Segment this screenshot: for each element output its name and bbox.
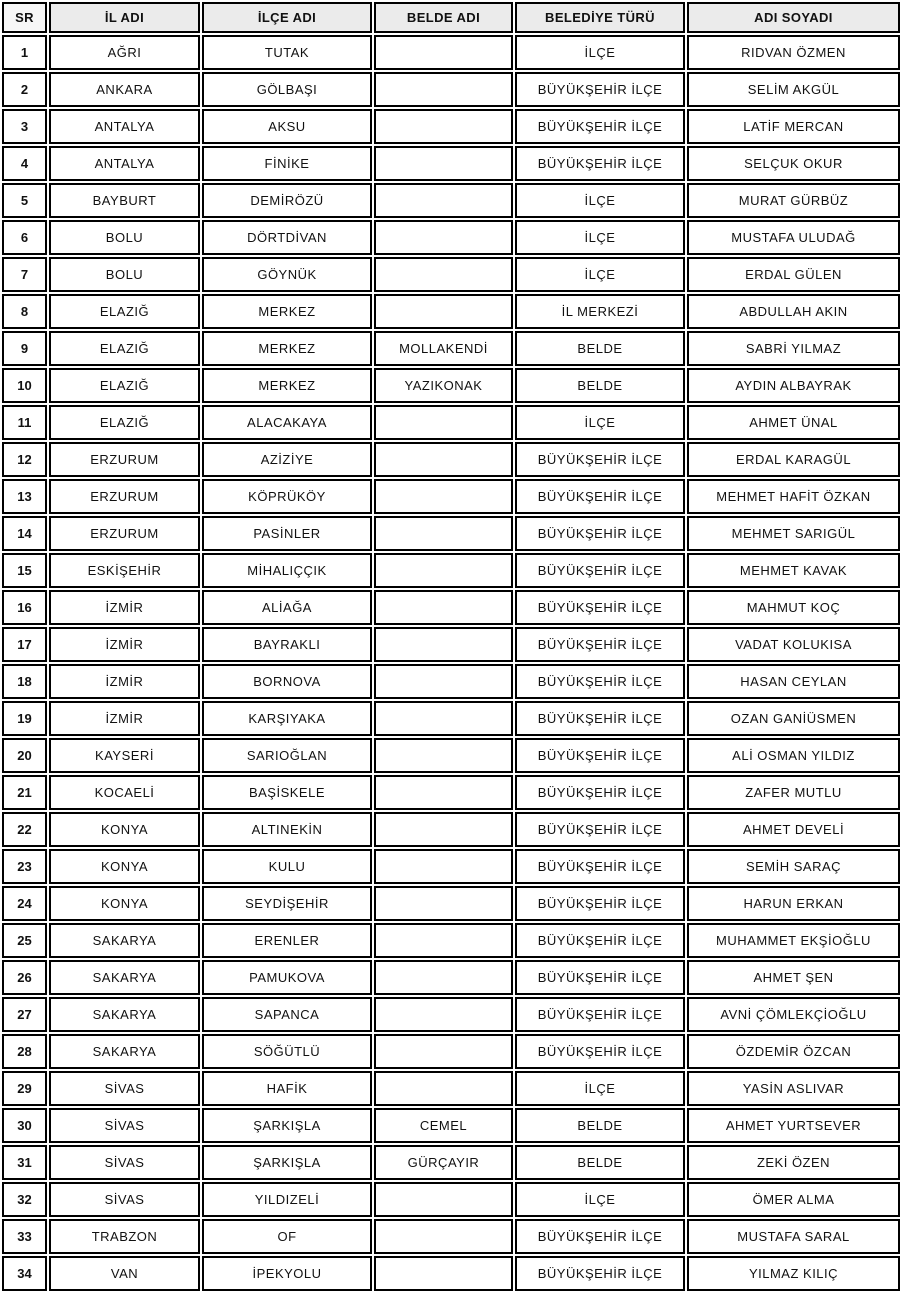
cell-ilce: KULU xyxy=(202,849,372,884)
cell-ilce: İPEKYOLU xyxy=(202,1256,372,1291)
cell-belde xyxy=(374,183,513,218)
cell-ilce: SEYDİŞEHİR xyxy=(202,886,372,921)
cell-il: ESKİŞEHİR xyxy=(49,553,200,588)
cell-ad: AHMET DEVELİ xyxy=(687,812,900,847)
cell-tur: BELDE xyxy=(515,368,685,403)
column-header-belde: BELDE ADI xyxy=(374,2,513,33)
table-row xyxy=(2,294,900,329)
cell-ilce: DEMİRÖZÜ xyxy=(202,183,372,218)
cell-il: BOLU xyxy=(49,257,200,292)
cell-sr: 5 xyxy=(2,183,47,218)
cell-ad: YASİN ASLIVAR xyxy=(687,1071,900,1106)
cell-tur: İLÇE xyxy=(515,35,685,70)
table-body xyxy=(2,35,900,1291)
table-row xyxy=(2,442,900,477)
cell-belde xyxy=(374,35,513,70)
cell-il: ANTALYA xyxy=(49,146,200,181)
cell-ad: AVNİ ÇÖMLEKÇİOĞLU xyxy=(687,997,900,1032)
cell-belde xyxy=(374,775,513,810)
column-header-sr: SR xyxy=(2,2,47,33)
cell-il: ELAZIĞ xyxy=(49,331,200,366)
cell-tur: İLÇE xyxy=(515,1071,685,1106)
cell-tur: BELDE xyxy=(515,331,685,366)
cell-sr: 22 xyxy=(2,812,47,847)
table-row xyxy=(2,146,900,181)
cell-ad: MEHMET KAVAK xyxy=(687,553,900,588)
cell-sr: 33 xyxy=(2,1219,47,1254)
cell-belde xyxy=(374,1034,513,1069)
cell-il: ANTALYA xyxy=(49,109,200,144)
cell-ad: SEMİH SARAÇ xyxy=(687,849,900,884)
cell-belde xyxy=(374,812,513,847)
cell-ilce: SAPANCA xyxy=(202,997,372,1032)
cell-ilce: OF xyxy=(202,1219,372,1254)
cell-tur: BÜYÜKŞEHİR İLÇE xyxy=(515,627,685,662)
table-header xyxy=(2,2,900,33)
table-row xyxy=(2,72,900,107)
cell-ilce: MİHALIÇÇIK xyxy=(202,553,372,588)
cell-il: SİVAS xyxy=(49,1071,200,1106)
cell-ad: ALİ OSMAN YILDIZ xyxy=(687,738,900,773)
cell-belde xyxy=(374,960,513,995)
cell-belde xyxy=(374,997,513,1032)
cell-belde xyxy=(374,1182,513,1217)
cell-ad: ABDULLAH AKIN xyxy=(687,294,900,329)
cell-sr: 15 xyxy=(2,553,47,588)
cell-sr: 8 xyxy=(2,294,47,329)
cell-tur: BÜYÜKŞEHİR İLÇE xyxy=(515,516,685,551)
cell-belde xyxy=(374,294,513,329)
cell-tur: BÜYÜKŞEHİR İLÇE xyxy=(515,109,685,144)
cell-belde xyxy=(374,1219,513,1254)
cell-ad: MAHMUT KOÇ xyxy=(687,590,900,625)
cell-belde xyxy=(374,220,513,255)
cell-ilce: AKSU xyxy=(202,109,372,144)
cell-ad: MEHMET HAFİT ÖZKAN xyxy=(687,479,900,514)
cell-belde xyxy=(374,442,513,477)
cell-ilce: AZİZİYE xyxy=(202,442,372,477)
column-header-ilce: İLÇE ADI xyxy=(202,2,372,33)
cell-tur: BÜYÜKŞEHİR İLÇE xyxy=(515,886,685,921)
cell-il: KONYA xyxy=(49,812,200,847)
table-row xyxy=(2,35,900,70)
table-row xyxy=(2,1108,900,1143)
cell-tur: BÜYÜKŞEHİR İLÇE xyxy=(515,997,685,1032)
header-row xyxy=(2,2,900,33)
table-row xyxy=(2,1256,900,1291)
cell-ilce: PAMUKOVA xyxy=(202,960,372,995)
cell-il: SİVAS xyxy=(49,1108,200,1143)
cell-ad: LATİF MERCAN xyxy=(687,109,900,144)
cell-sr: 23 xyxy=(2,849,47,884)
cell-tur: BÜYÜKŞEHİR İLÇE xyxy=(515,1256,685,1291)
cell-ilce: GÖLBAŞI xyxy=(202,72,372,107)
cell-ilce: FİNİKE xyxy=(202,146,372,181)
table-row xyxy=(2,405,900,440)
cell-ad: MUHAMMET EKŞİOĞLU xyxy=(687,923,900,958)
cell-belde xyxy=(374,516,513,551)
cell-sr: 34 xyxy=(2,1256,47,1291)
cell-sr: 9 xyxy=(2,331,47,366)
cell-sr: 17 xyxy=(2,627,47,662)
cell-il: SAKARYA xyxy=(49,923,200,958)
cell-ilce: ALİAĞA xyxy=(202,590,372,625)
table-row xyxy=(2,590,900,625)
cell-sr: 20 xyxy=(2,738,47,773)
cell-belde xyxy=(374,109,513,144)
cell-sr: 21 xyxy=(2,775,47,810)
cell-tur: BÜYÜKŞEHİR İLÇE xyxy=(515,664,685,699)
cell-sr: 6 xyxy=(2,220,47,255)
cell-tur: İLÇE xyxy=(515,220,685,255)
cell-tur: BÜYÜKŞEHİR İLÇE xyxy=(515,72,685,107)
cell-tur: BELDE xyxy=(515,1145,685,1180)
table-row xyxy=(2,997,900,1032)
cell-tur: BÜYÜKŞEHİR İLÇE xyxy=(515,738,685,773)
cell-il: ERZURUM xyxy=(49,516,200,551)
cell-ilce: YILDIZELİ xyxy=(202,1182,372,1217)
cell-tur: BÜYÜKŞEHİR İLÇE xyxy=(515,553,685,588)
cell-ilce: BAYRAKLI xyxy=(202,627,372,662)
cell-sr: 14 xyxy=(2,516,47,551)
table-row xyxy=(2,1219,900,1254)
table-row xyxy=(2,664,900,699)
cell-il: ANKARA xyxy=(49,72,200,107)
cell-il: TRABZON xyxy=(49,1219,200,1254)
cell-sr: 12 xyxy=(2,442,47,477)
cell-belde xyxy=(374,664,513,699)
cell-ad: MUSTAFA ULUDAĞ xyxy=(687,220,900,255)
cell-belde xyxy=(374,627,513,662)
table-row xyxy=(2,1145,900,1180)
cell-ilce: ŞARKIŞLA xyxy=(202,1145,372,1180)
table-row xyxy=(2,701,900,736)
cell-ilce: SÖĞÜTLÜ xyxy=(202,1034,372,1069)
cell-belde xyxy=(374,479,513,514)
cell-ilce: ŞARKIŞLA xyxy=(202,1108,372,1143)
cell-tur: İLÇE xyxy=(515,405,685,440)
table-row xyxy=(2,183,900,218)
table-row xyxy=(2,1034,900,1069)
cell-belde xyxy=(374,886,513,921)
table-row xyxy=(2,849,900,884)
table-row xyxy=(2,960,900,995)
cell-il: BAYBURT xyxy=(49,183,200,218)
table-row xyxy=(2,886,900,921)
cell-ilce: KÖPRÜKÖY xyxy=(202,479,372,514)
cell-il: ERZURUM xyxy=(49,442,200,477)
column-header-il: İL ADI xyxy=(49,2,200,33)
cell-il: SAKARYA xyxy=(49,997,200,1032)
cell-sr: 25 xyxy=(2,923,47,958)
table-row xyxy=(2,479,900,514)
cell-belde xyxy=(374,849,513,884)
cell-tur: İLÇE xyxy=(515,1182,685,1217)
cell-belde xyxy=(374,146,513,181)
cell-sr: 13 xyxy=(2,479,47,514)
table-row xyxy=(2,775,900,810)
cell-tur: BÜYÜKŞEHİR İLÇE xyxy=(515,1034,685,1069)
table-row xyxy=(2,220,900,255)
cell-ad: RIDVAN ÖZMEN xyxy=(687,35,900,70)
cell-ilce: ERENLER xyxy=(202,923,372,958)
cell-belde: YAZIKONAK xyxy=(374,368,513,403)
cell-tur: BELDE xyxy=(515,1108,685,1143)
cell-ilce: MERKEZ xyxy=(202,294,372,329)
cell-tur: BÜYÜKŞEHİR İLÇE xyxy=(515,442,685,477)
cell-tur: BÜYÜKŞEHİR İLÇE xyxy=(515,812,685,847)
table-row xyxy=(2,1182,900,1217)
table-row xyxy=(2,627,900,662)
cell-sr: 28 xyxy=(2,1034,47,1069)
cell-sr: 30 xyxy=(2,1108,47,1143)
cell-il: İZMİR xyxy=(49,664,200,699)
cell-tur: BÜYÜKŞEHİR İLÇE xyxy=(515,775,685,810)
cell-belde: GÜRÇAYIR xyxy=(374,1145,513,1180)
cell-ilce: GÖYNÜK xyxy=(202,257,372,292)
cell-sr: 11 xyxy=(2,405,47,440)
cell-belde: CEMEL xyxy=(374,1108,513,1143)
cell-ad: HARUN ERKAN xyxy=(687,886,900,921)
cell-il: SİVAS xyxy=(49,1145,200,1180)
cell-sr: 32 xyxy=(2,1182,47,1217)
cell-sr: 24 xyxy=(2,886,47,921)
cell-belde xyxy=(374,923,513,958)
cell-il: İZMİR xyxy=(49,701,200,736)
cell-ilce: SARIOĞLAN xyxy=(202,738,372,773)
cell-ad: ÖZDEMİR ÖZCAN xyxy=(687,1034,900,1069)
table-row xyxy=(2,516,900,551)
cell-il: SAKARYA xyxy=(49,960,200,995)
cell-belde xyxy=(374,701,513,736)
cell-sr: 18 xyxy=(2,664,47,699)
cell-ad: ERDAL KARAGÜL xyxy=(687,442,900,477)
cell-sr: 29 xyxy=(2,1071,47,1106)
cell-sr: 7 xyxy=(2,257,47,292)
cell-ad: SABRİ YILMAZ xyxy=(687,331,900,366)
cell-ilce: ALTINEKİN xyxy=(202,812,372,847)
cell-il: KONYA xyxy=(49,886,200,921)
cell-il: SİVAS xyxy=(49,1182,200,1217)
cell-il: ERZURUM xyxy=(49,479,200,514)
cell-tur: BÜYÜKŞEHİR İLÇE xyxy=(515,146,685,181)
cell-tur: BÜYÜKŞEHİR İLÇE xyxy=(515,1219,685,1254)
cell-sr: 26 xyxy=(2,960,47,995)
cell-il: KONYA xyxy=(49,849,200,884)
cell-il: AĞRI xyxy=(49,35,200,70)
cell-belde xyxy=(374,72,513,107)
cell-il: ELAZIĞ xyxy=(49,294,200,329)
cell-sr: 19 xyxy=(2,701,47,736)
cell-tur: İL MERKEZİ xyxy=(515,294,685,329)
cell-sr: 1 xyxy=(2,35,47,70)
cell-ad: MURAT GÜRBÜZ xyxy=(687,183,900,218)
cell-il: ELAZIĞ xyxy=(49,368,200,403)
table-row xyxy=(2,368,900,403)
cell-belde xyxy=(374,738,513,773)
cell-ilce: DÖRTDİVAN xyxy=(202,220,372,255)
cell-ad: VADAT KOLUKISA xyxy=(687,627,900,662)
column-header-ad: ADI SOYADI xyxy=(687,2,900,33)
cell-ad: OZAN GANİÜSMEN xyxy=(687,701,900,736)
cell-ad: ÖMER ALMA xyxy=(687,1182,900,1217)
cell-tur: BÜYÜKŞEHİR İLÇE xyxy=(515,960,685,995)
cell-tur: BÜYÜKŞEHİR İLÇE xyxy=(515,923,685,958)
cell-sr: 16 xyxy=(2,590,47,625)
cell-il: SAKARYA xyxy=(49,1034,200,1069)
cell-belde xyxy=(374,1256,513,1291)
cell-ad: HASAN CEYLAN xyxy=(687,664,900,699)
cell-ad: ZEKİ ÖZEN xyxy=(687,1145,900,1180)
cell-belde xyxy=(374,405,513,440)
cell-tur: BÜYÜKŞEHİR İLÇE xyxy=(515,849,685,884)
cell-ad: AHMET ŞEN xyxy=(687,960,900,995)
cell-il: VAN xyxy=(49,1256,200,1291)
cell-il: İZMİR xyxy=(49,627,200,662)
cell-ad: ZAFER MUTLU xyxy=(687,775,900,810)
cell-ilce: BORNOVA xyxy=(202,664,372,699)
cell-ad: MEHMET SARIGÜL xyxy=(687,516,900,551)
cell-ad: AYDIN ALBAYRAK xyxy=(687,368,900,403)
table-row xyxy=(2,109,900,144)
cell-tur: BÜYÜKŞEHİR İLÇE xyxy=(515,479,685,514)
cell-belde: MOLLAKENDİ xyxy=(374,331,513,366)
cell-ilce: HAFİK xyxy=(202,1071,372,1106)
column-header-tur: BELEDİYE TÜRÜ xyxy=(515,2,685,33)
cell-il: BOLU xyxy=(49,220,200,255)
cell-ad: SELÇUK OKUR xyxy=(687,146,900,181)
cell-ad: YILMAZ KILIÇ xyxy=(687,1256,900,1291)
cell-il: ELAZIĞ xyxy=(49,405,200,440)
cell-il: KOCAELİ xyxy=(49,775,200,810)
cell-belde xyxy=(374,590,513,625)
cell-belde xyxy=(374,553,513,588)
cell-ilce: MERKEZ xyxy=(202,368,372,403)
table-row xyxy=(2,553,900,588)
cell-sr: 31 xyxy=(2,1145,47,1180)
cell-ilce: TUTAK xyxy=(202,35,372,70)
cell-il: İZMİR xyxy=(49,590,200,625)
cell-tur: BÜYÜKŞEHİR İLÇE xyxy=(515,590,685,625)
cell-belde xyxy=(374,1071,513,1106)
table-row xyxy=(2,1071,900,1106)
table-row xyxy=(2,812,900,847)
cell-tur: BÜYÜKŞEHİR İLÇE xyxy=(515,701,685,736)
cell-tur: İLÇE xyxy=(515,257,685,292)
cell-ilce: MERKEZ xyxy=(202,331,372,366)
cell-ilce: KARŞIYAKA xyxy=(202,701,372,736)
cell-ad: AHMET YURTSEVER xyxy=(687,1108,900,1143)
cell-ad: AHMET ÜNAL xyxy=(687,405,900,440)
table-row xyxy=(2,257,900,292)
cell-ad: ERDAL GÜLEN xyxy=(687,257,900,292)
cell-sr: 10 xyxy=(2,368,47,403)
cell-sr: 27 xyxy=(2,997,47,1032)
cell-belde xyxy=(374,257,513,292)
cell-ilce: BAŞİSKELE xyxy=(202,775,372,810)
cell-sr: 2 xyxy=(2,72,47,107)
table-row xyxy=(2,923,900,958)
cell-ilce: ALACAKAYA xyxy=(202,405,372,440)
cell-ad: SELİM AKGÜL xyxy=(687,72,900,107)
table-row xyxy=(2,331,900,366)
cell-il: KAYSERİ xyxy=(49,738,200,773)
table-row xyxy=(2,738,900,773)
cell-tur: İLÇE xyxy=(515,183,685,218)
cell-sr: 3 xyxy=(2,109,47,144)
cell-sr: 4 xyxy=(2,146,47,181)
cell-ad: MUSTAFA SARAL xyxy=(687,1219,900,1254)
cell-ilce: PASİNLER xyxy=(202,516,372,551)
